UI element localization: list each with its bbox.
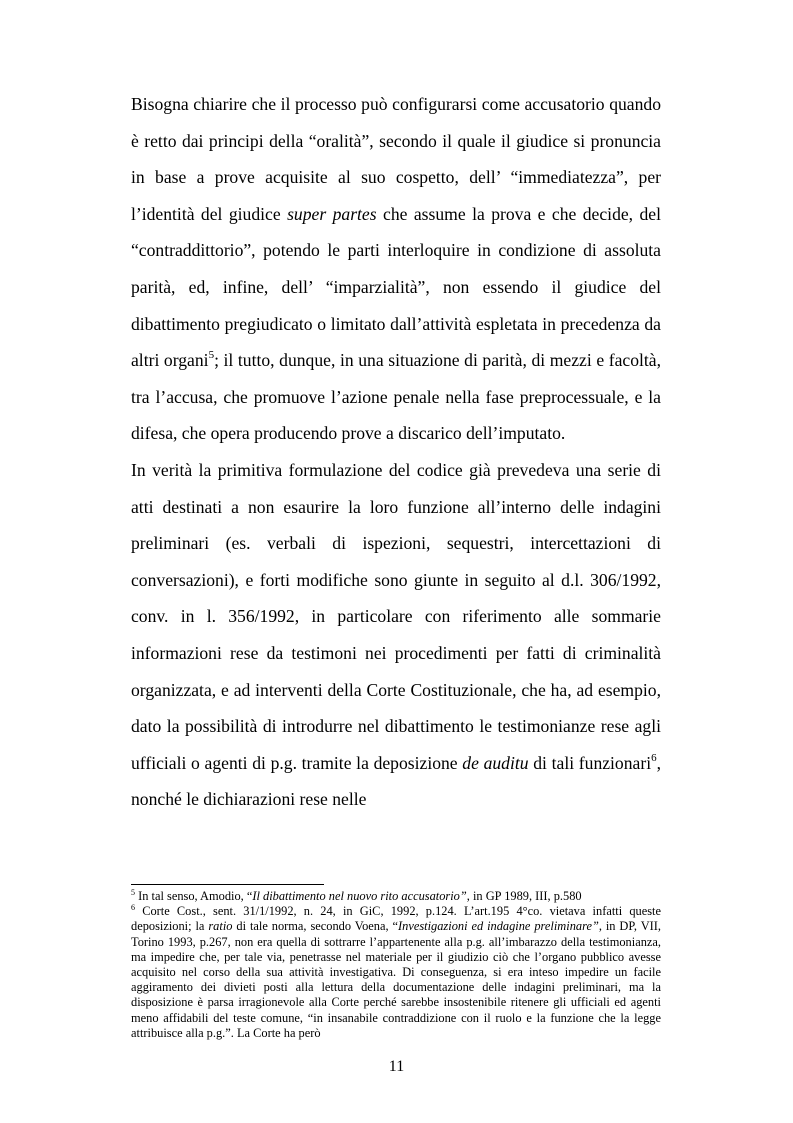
footnotes [131,889,661,1041]
footnote-separator [131,884,324,885]
footnote-ref-5[interactable]: 5 [208,349,215,362]
footnote-5-text-a: In tal senso, Amodio, “ [135,889,253,903]
footnote-5-italic: Il dibattimento nel nuovo rito accusatorio” [252,889,467,903]
footnote-6-text-b: di tale norma, secondo Voena, “ [232,919,399,934]
footnote-6-italic-a: ratio [208,919,233,934]
footnote-6-number: 6 [131,903,135,913]
paragraph-1-text-c: ; il tutto, dunque, in una situazione di parità, di mezzi e facoltà, tra l’accusa, che promuove l’azione penale nella fase preprocessuale, e la difesa, che opera producendo prove a discarico dell’imputato. [131,350,661,444]
footnote-5 [131,889,661,904]
footnote-6-italic-b: Investigazioni ed indagine preliminare” [398,919,599,934]
footnote-5-number: 5 [131,887,135,897]
footnote-5-text-b: , in GP 1989, III, p.580 [466,889,582,903]
footnote-6 [131,904,661,1041]
footnote-ref-6[interactable]: 6 [651,751,657,764]
paragraph-2 [131,452,661,818]
body-text [131,86,661,818]
paragraph-1-text-b: che assume la prova e che decide, del “contraddittorio”, potendo le parti interloquire in condizione di assoluta parità, ed, infine, dell’ “imparzialità”, non essendo il giudice del dibattimento pregiudicato o limitato dall’attività espletata in precedenza da altri organi [131,203,661,371]
paragraph-1 [131,86,661,452]
paragraph-1-italic: super partes [287,203,377,224]
paragraph-2-text-a: In verità la primitiva formulazione del codice già prevedeva una serie di atti destinati a non esaurire la loro funzione all’interno delle indagini preliminari (es. verbali di ispezioni, sequestri, intercettazioni di conversazioni), e forti modifiche sono giunte in seguito al d.l. 306/1992, conv. in l. 356/1992, in particolare con riferimento alle sommarie informazioni rese da testimoni nei procedimenti per fatti di criminalità organizzata, e ad interventi della Corte Costituzionale, che ha, ad esempio, dato la possibilità di introdurre nel dibattimento le testimonianze rese agli ufficiali o agenti di p.g. tramite la deposizione [131,459,661,773]
page-number: 11 [388,1058,405,1075]
footnote-6-text-c: , in DP, VII, Torino 1993, p.267, non era quella di sottrarre l’appartenente alla p.g. all’imbarazzo della testimonianza, ma impedire che, per tale via, penetrasse nel materiale per il giudizio ciò che l’organo pubblico avesse acquisito nel corso della sua attività investigativa. Di conseguenza, si era inteso impedire un facile aggiramento dei divieti posti alla lettura della documentazione delle indagini preliminari, ma la disposizione è parsa irragionevole alla Corte perché sarebbe insostenibile ritenere gli ufficiali ed agenti meno affidabili del teste comune, “in insanabile contraddizione con il ruolo e la funzione che la legge attribuisce alla p.g.”. La Corte ha però [131,919,661,1040]
paragraph-2-text-b: di tali funzionari [528,752,652,773]
paragraph-2-text-c: , nonché le dichiarazioni rese nelle [131,752,661,810]
footnote-6-text-a: Corte Cost., sent. 31/1/1992, n. 24, in GiC, 1992, p.124. L’art.195 4°co. vietava infatti queste deposizioni; la [131,904,661,934]
paragraph-2-italic: de auditu [462,752,529,773]
paragraph-1-text-a: Bisogna chiarire che il processo può configurarsi come accusatorio quando è retto dai principi della “oralità”, secondo il quale il giudice si pronuncia in base a prove acquisite al suo cospetto, dell’ “immediatezza”, per l’identità del giudice [131,94,661,224]
